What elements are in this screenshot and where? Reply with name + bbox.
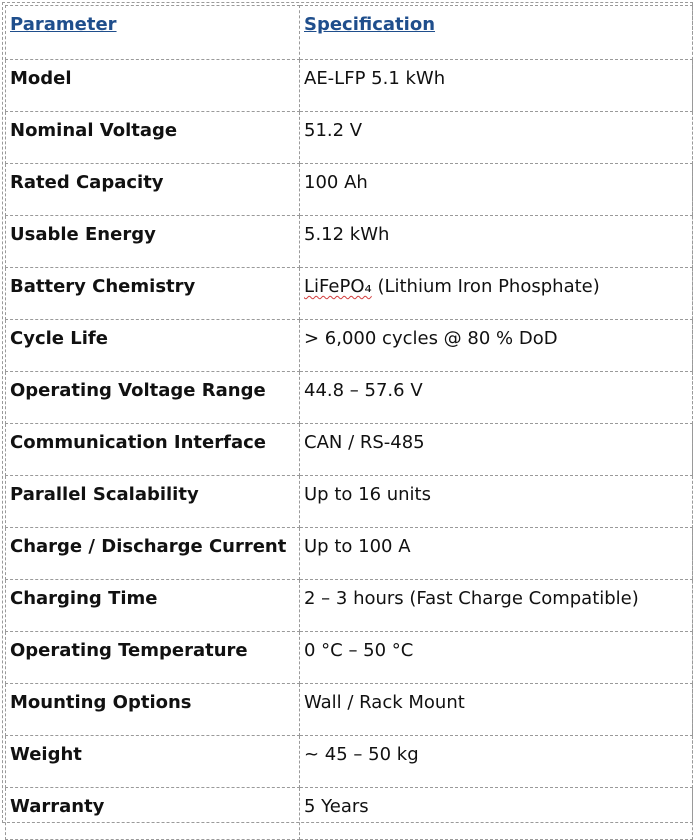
value-cell: CAN / RS-485 [300,424,693,476]
value-cell: Wall / Rack Mount [300,684,693,736]
table-row [6,268,693,320]
value-cell: Up to 100 A [300,528,693,580]
table-row [6,216,693,268]
table-row [6,684,693,736]
spec-table [5,5,693,840]
value-cell: 51.2 V [300,112,693,164]
parameter-cell: Communication Interface [6,424,300,476]
spec-table-frame [2,2,693,823]
table-row [6,320,693,372]
table-row [6,632,693,684]
header-cell-specification [300,6,693,60]
parameter-cell: Operating Temperature [6,632,300,684]
header-cell-parameter [6,6,300,60]
spellcheck-flagged-word[interactable]: LiFePO₄ [304,276,372,297]
parameter-cell: Charging Time [6,580,300,632]
table-row [6,580,693,632]
header-parameter-link[interactable]: Parameter [10,14,117,35]
parameter-cell: Charge / Discharge Current [6,528,300,580]
table-row [6,424,693,476]
value-cell: 5 Years [300,788,693,840]
value-cell: AE-LFP 5.1 kWh [300,60,693,112]
parameter-cell: Cycle Life [6,320,300,372]
table-row [6,736,693,788]
value-cell: 2 – 3 hours (Fast Charge Compatible) [300,580,693,632]
table-row [6,112,693,164]
table-header-row [6,6,693,60]
parameter-cell: Battery Chemistry [6,268,300,320]
value-cell: Up to 16 units [300,476,693,528]
value-cell: 0 °C – 50 °C [300,632,693,684]
table-row [6,60,693,112]
table-row [6,372,693,424]
table-row [6,788,693,840]
parameter-cell: Model [6,60,300,112]
parameter-cell: Nominal Voltage [6,112,300,164]
header-specification-link[interactable]: Specification [304,14,436,35]
parameter-cell: Parallel Scalability [6,476,300,528]
value-cell-rest: (Lithium Iron Phosphate) [371,276,600,297]
value-cell [300,268,693,320]
table-row [6,164,693,216]
table-row [6,528,693,580]
parameter-cell: Mounting Options [6,684,300,736]
parameter-cell: Operating Voltage Range [6,372,300,424]
value-cell: 5.12 kWh [300,216,693,268]
parameter-cell: Weight [6,736,300,788]
parameter-cell: Rated Capacity [6,164,300,216]
parameter-cell: Warranty [6,788,300,840]
value-cell: 44.8 – 57.6 V [300,372,693,424]
parameter-cell: Usable Energy [6,216,300,268]
value-cell: 100 Ah [300,164,693,216]
table-row [6,476,693,528]
value-cell: > 6,000 cycles @ 80 % DoD [300,320,693,372]
value-cell: ~ 45 – 50 kg [300,736,693,788]
